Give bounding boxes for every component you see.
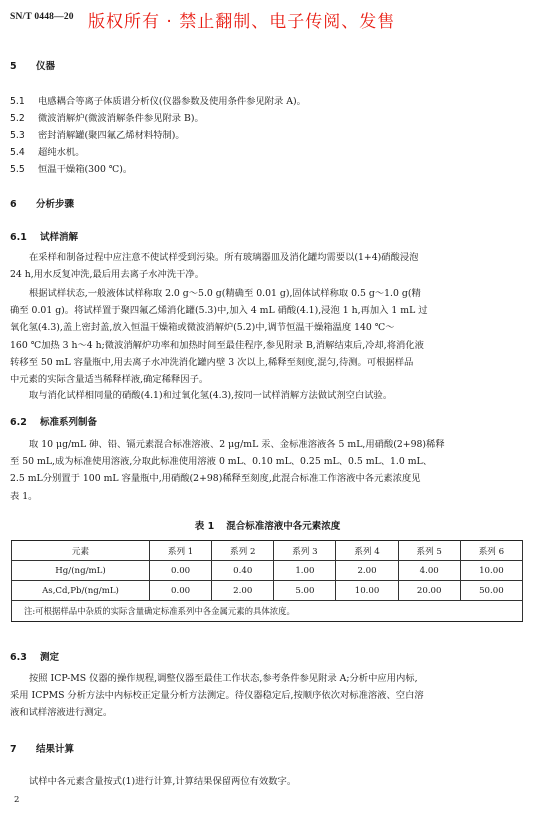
section-number: 6.1 [10,232,27,243]
item-number: 5.5 [10,164,25,175]
text-line: 160 ℃加热 3 h～4 h;微波消解炉功率和加热时间至最佳程序,参见附录 B,消解结束后,冷却,将消化液 [10,339,424,351]
table-cell: 2.00 [212,581,274,601]
table-cell: 50.00 [460,581,522,601]
item-number: 5.4 [10,147,25,158]
column-header: 元素 [12,541,150,561]
section-number: 7 [10,744,17,755]
table-cell: 10.00 [336,581,398,601]
section-title: 测定 [40,652,60,663]
list-item [10,127,185,141]
item-number: 5.3 [10,130,25,141]
page-header [10,8,530,30]
text-line: 液和试样溶液进行测定。 [10,707,113,719]
text-line: 24 h,用水反复冲洗,最后用去离子水冲洗干净。 [10,269,205,281]
section-6-1-heading [10,229,78,243]
section-title: 标准系列制备 [40,417,98,428]
section-title: 分析步骤 [36,199,75,210]
section-6-2-heading [10,414,97,428]
table-cell: 20.00 [398,581,460,601]
text-line: 2.5 mL分别置于 100 mL 容量瓶中,用硝酸(2+98)稀释至刻度,此混合标准工作溶液中各元素浓度见 [10,473,421,485]
paragraph [10,285,522,388]
column-header: 系列 5 [398,541,460,561]
column-header: 系列 6 [460,541,522,561]
item-text: 恒温干燥箱(300 ℃)。 [38,164,133,175]
table-note-row [12,601,523,622]
table-caption [0,518,535,532]
standard-number: SN/T 0448—20 [10,12,74,22]
section-number: 6.3 [10,652,27,663]
table-cell: As,Cd,Pb/(ng/mL) [12,581,150,601]
column-header: 系列 4 [336,541,398,561]
table-cell: 2.00 [336,561,398,581]
section-6-3-heading [10,649,59,663]
paragraph [10,436,522,505]
text-line: 氧化氢(4.3),盖上密封盖,放入恒温干燥箱或微波消解炉(5.2)中,调节恒温干燥箱温度 140 ℃～ [10,322,395,334]
column-header: 系列 1 [150,541,212,561]
table-cell: 5.00 [274,581,336,601]
section-title: 结果计算 [36,744,75,755]
item-text: 微波消解炉(微波消解条件参见附录 B)。 [38,113,204,124]
text-line: 取 10 μg/mL 砷、铅、镉元素混合标准溶液、2 μg/mL 汞、金标准溶液各 5 mL,用硝酸(2+98)稀释 [29,439,445,450]
column-header: 系列 2 [212,541,274,561]
table-cell: 0.00 [150,561,212,581]
item-text: 密封消解罐(聚四氟乙烯材料特制)。 [38,130,185,141]
table-title: 混合标准溶液中各元素浓度 [226,521,341,532]
table-row [12,581,523,601]
table-cell: Hg/(ng/mL) [12,561,150,581]
item-text: 超纯水机。 [38,147,85,158]
item-number: 5.1 [10,96,25,107]
table-row [12,561,523,581]
table-cell: 4.00 [398,561,460,581]
section-5-heading [10,58,55,72]
item-number: 5.2 [10,113,25,124]
text-line: 表 1。 [10,490,38,502]
section-number: 5 [10,61,17,72]
text-line: 根据试样状态,一般液体试样称取 2.0 g～5.0 g(精确至 0.01 g),固体试样称取 0.5 g～1.0 g(精 [29,288,421,299]
page-number: 2 [14,795,20,805]
text-line: 中元素的实际含量适当稀释样液,确定稀释因子。 [10,374,209,386]
item-text: 电感耦合等离子体质谱分析仪(仪器参数及使用条件参见附录 A)。 [38,96,306,107]
text-line: 在采样和制备过程中应注意不使试样受到污染。所有玻璃器皿及消化罐均需要以(1+4)硝酸浸泡 [29,252,419,263]
list-item [10,144,85,158]
section-number: 6.2 [10,417,27,428]
paragraph [10,387,522,404]
section-title: 仪器 [36,61,56,72]
section-6-heading [10,196,74,210]
text-line: 试样中各元素含量按式(1)进行计算,计算结果保留两位有效数字。 [29,776,297,787]
section-number: 6 [10,199,17,210]
list-item [10,161,132,175]
list-item [10,93,306,107]
table-cell: 0.00 [150,581,212,601]
paragraph [10,773,522,790]
section-title: 试样消解 [40,232,79,243]
table-cell: 0.40 [212,561,274,581]
concentration-table [11,540,523,622]
column-header: 系列 3 [274,541,336,561]
section-7-heading [10,741,74,755]
table-note: 注:可根据样品中杂质的实际含量确定标准系列中各金属元素的具体浓度。 [12,601,523,622]
table-cell: 1.00 [274,561,336,581]
copyright-watermark: 版权所有 · 禁止翻制、电子传阅、发售 [88,12,396,32]
paragraph [10,670,522,722]
text-line: 按照 ICP-MS 仪器的操作规程,调整仪器至最佳工作状态,参考条件参见附录 A;分析中应用内标, [29,673,418,684]
list-item [10,110,204,124]
table-cell: 10.00 [460,561,522,581]
table-header-row [12,541,523,561]
table-label: 表 1 [194,521,215,532]
text-line: 取与消化试样相同量的硝酸(4.1)和过氧化氢(4.3),按同一试样消解方法做试剂空白试验。 [29,390,393,401]
text-line: 采用 ICPMS 分析方法中内标校正定量分析方法测定。待仪器稳定后,按顺序依次对标准溶液、空白溶 [10,690,424,702]
text-line: 确至 0.01 g)。将试样置于聚四氟乙烯消化罐(5.3)中,加入 4 mL 硝酸(4.1),浸泡 1 h,再加入 1 mL 过 [10,305,428,317]
text-line: 至 50 mL,成为标准使用溶液,分取此标准使用溶液 0 mL、0.10 mL、0.25 mL、0.5 mL、1.0 mL、 [10,456,433,468]
paragraph [10,249,522,283]
text-line: 转移至 50 mL 容量瓶中,用去离子水冲洗消化罐内壁 3 次以上,稀释至刻度,混匀,待测。可根据样品 [10,356,414,368]
